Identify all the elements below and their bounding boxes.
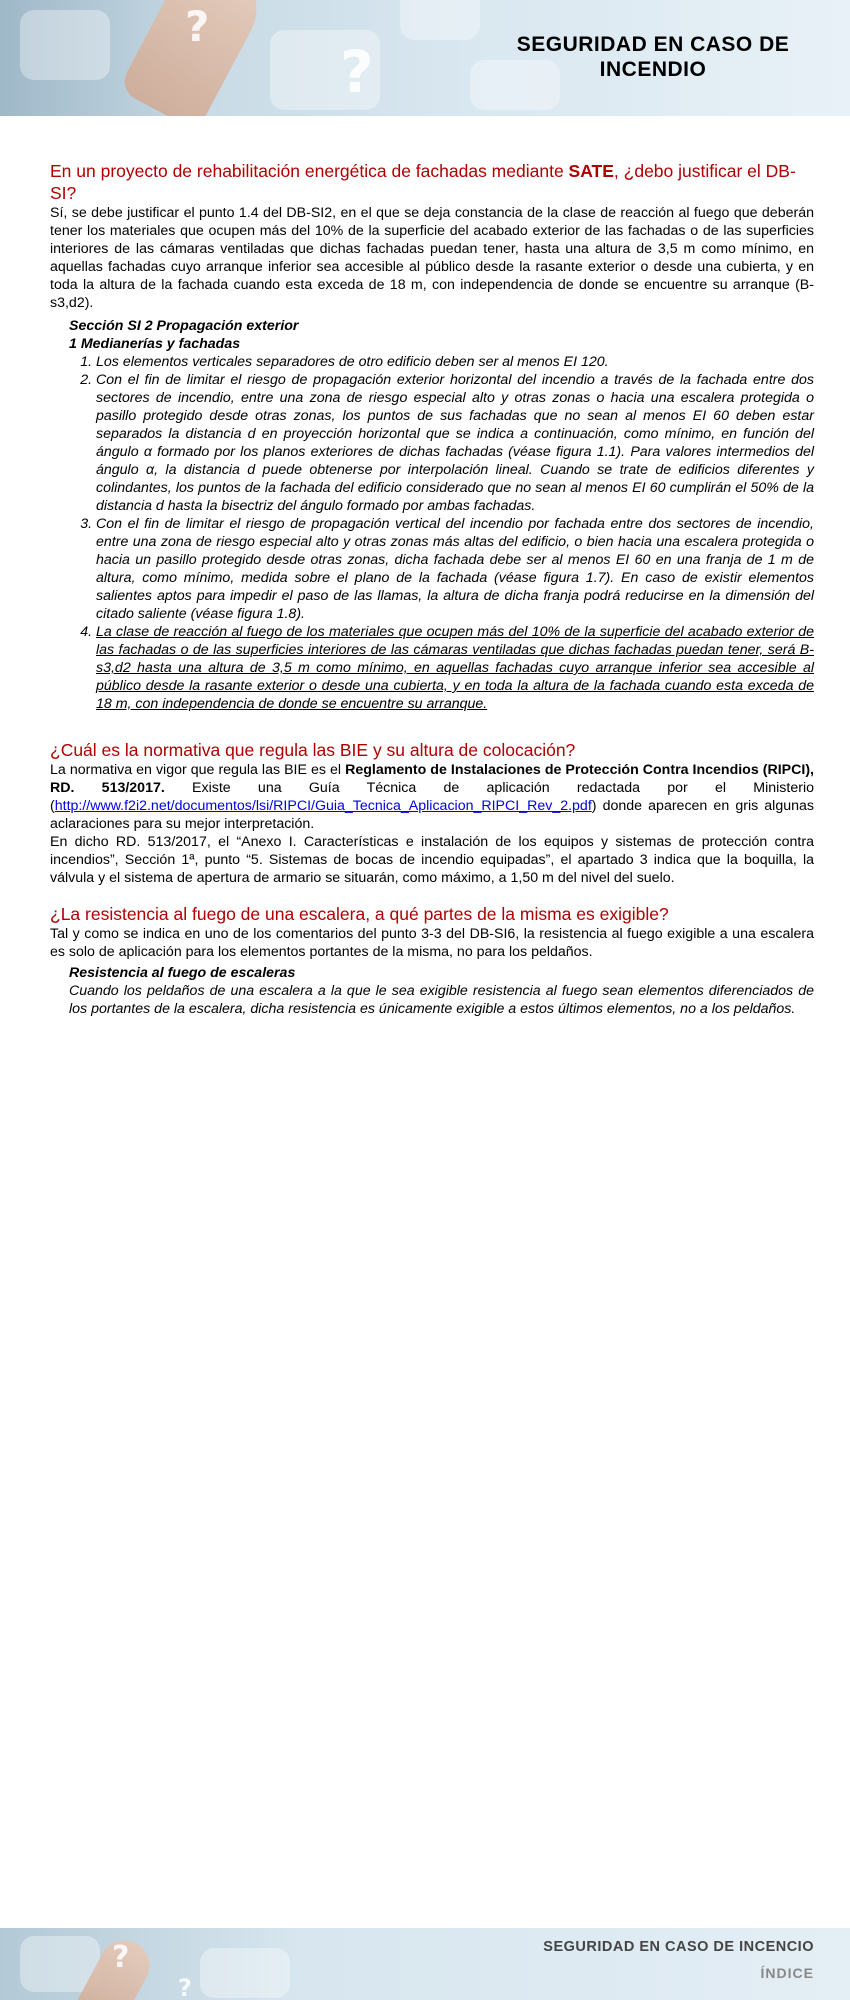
question-mark-icon: ?: [112, 1940, 130, 1975]
decor-tile: [200, 1948, 290, 1998]
ripci-guide-link[interactable]: http://www.f2i2.net/documentos/lsi/RIPCI/Guia_Tecnica_Aplicacion_RIPCI_Rev_2.pdf: [54, 798, 592, 814]
facade-requirements-list: [50, 353, 814, 713]
question-mark-icon: ?: [178, 1974, 192, 2000]
list-item: 3. Con el fin de limitar el riesgo de propagación vertical del incendio por fachada entre dos sectores de incendio, entre una zona de riesgo especial alto y otras zonas más altas del edificio, o bien hacia una escalera protegida o hacia un pasillo protegido desde otras zonas, dicha fachada debe ser al menos EI 60 en una franja de 1 m de altura, como mínimo, medida sobre el plano de la fachada (véase figura 1.7). En caso de existir elementos salientes aptos para impedir el paso de las llamas, la altura de dicha franja podrá reducirse en la dimensión del citado saliente (véase figura 1.8).: [96, 515, 814, 623]
question-bie-answer: La normativa en vigor que regula las BIE es el Reglamento de Instalaciones de Protección Contra Incendios (RIPCI), RD. 513/2017. Existe una Guía Técnica de aplicación redactada por el Ministerio (http://www.f2i2.net/documentos/lsi/RIPCI/Guia_Tecnica_Aplicacion_RIPCI_Rev_2.pdf) donde aparecen en gris algunas aclaraciones para su mejor interpretación.: [50, 762, 814, 832]
page-content: [50, 160, 814, 1018]
question-sate-answer: Sí, se debe justificar el punto 1.4 del DB-SI2, en el que se deja constancia de la clase de reacción al fuego que deberán tener los materiales que ocupen más del 10% de la superficie del acabado exterior de las fachadas o de las superficies interiores de las cámaras ventiladas que dichas fachadas puedan tener, hasta una altura de 3,5 m como mínimo, en aquellas fachadas cuyo arranque inferior sea accesible al público desde la rasante exterior o desde una cubierta, y en toda la altura de la fachada cuando esta exceda de 18 m, con independencia de donde se encuentre su arranque (B-s3,d2).: [50, 205, 814, 311]
page-footer-banner: [0, 1928, 850, 2000]
question-mark-icon: ?: [185, 2, 210, 51]
page-header-banner: [0, 0, 850, 116]
decor-tile: [400, 0, 480, 40]
list-item: 2. Con el fin de limitar el riesgo de propagación exterior horizontal del incendio a través de la fachada entre dos sectores de incendio, entre una zona de riesgo especial alto y otras zonas o hacia una escalera protegida o pasillo protegido desde otras zonas, los puntos de sus fachadas que no sean al menos EI 60 deben estar separados la distancia d en proyección horizontal que se indica a continuación, como mínimo, en función del ángulo α formado por los planos exteriores de dichas fachadas (véase figura 1.1). Para valores intermedios del ángulo α, la distancia d puede obtenerse por interpolación lineal. Cuando se trate de edificios diferentes y colindantes, los puntos de la fachada del edificio considerado que no sean al menos EI 60 cumplirán el 50% de la distancia d hasta la bisectriz del ángulo formado por ambas fachadas.: [96, 371, 814, 515]
decor-tile: [20, 10, 110, 80]
question-sate-title: En un proyecto de rehabilitación energética de fachadas mediante SATE, ¿debo justificar el DB-SI?: [50, 161, 796, 203]
question-bie-title: ¿Cuál es la normativa que regula las BIE y su altura de colocación?: [50, 740, 576, 760]
question-bie-detail: En dicho RD. 513/2017, el “Anexo I. Características e instalación de los equipos y sistemas de protección contra incendios”, Sección 1ª, punto “5. Sistemas de bocas de incendio equipadas”, el apartado 3 indica que la boquilla, la válvula y el sistema de apertura de armario se situarán, como máximo, a 1,50 m del nivel del suelo.: [50, 834, 814, 886]
question-stairs-answer: Tal y como se indica en uno de los comentarios del punto 3-3 del DB-SI6, la resistencia al fuego exigible a una escalera es solo de aplicación para los elementos portantes de la misma, no para los peldaños.: [50, 926, 814, 960]
index-link[interactable]: ÍNDICE: [760, 1965, 814, 1981]
list-item-highlighted: 4. La clase de reacción al fuego de los materiales que ocupen más del 10% de la superficie del acabado exterior de las fachadas o de las superficies interiores de las cámaras ventiladas que dichas fachadas puedan tener, será B-s3,d2 hasta una altura de 3,5 m como mínimo, en aquellas fachadas cuyo arranque inferior sea accesible al público desde la rasante exterior o desde una cubierta, y en toda la altura de la fachada cuando esta exceda de 18 m, con independencia de donde se encuentre su arranque.: [96, 623, 814, 713]
quote-title: Resistencia al fuego de escaleras: [69, 965, 296, 981]
header-title: SEGURIDAD EN CASO DE INCENDIO: [516, 33, 790, 81]
quote-text: Cuando los peldaños de una escalera a la que le sea exigible resistencia al fuego sean elementos diferenciados de los portantes de la escalera, dicha resistencia es únicamente exigible a estos últimos elementos, no a los peldaños.: [69, 983, 814, 1017]
list-item: 1. Los elementos verticales separadores de otro edificio deben ser al menos EI 120.: [96, 353, 814, 371]
question-stairs-title: ¿La resistencia al fuego de una escalera, a qué partes de la misma es exigible?: [50, 904, 669, 924]
question-mark-icon: ?: [340, 38, 374, 106]
subsection-title: 1 Medianerías y fachadas: [69, 336, 241, 352]
section-title: Sección SI 2 Propagación exterior: [69, 318, 299, 334]
footer-title: SEGURIDAD EN CASO DE INCENCIO: [543, 1939, 814, 1955]
